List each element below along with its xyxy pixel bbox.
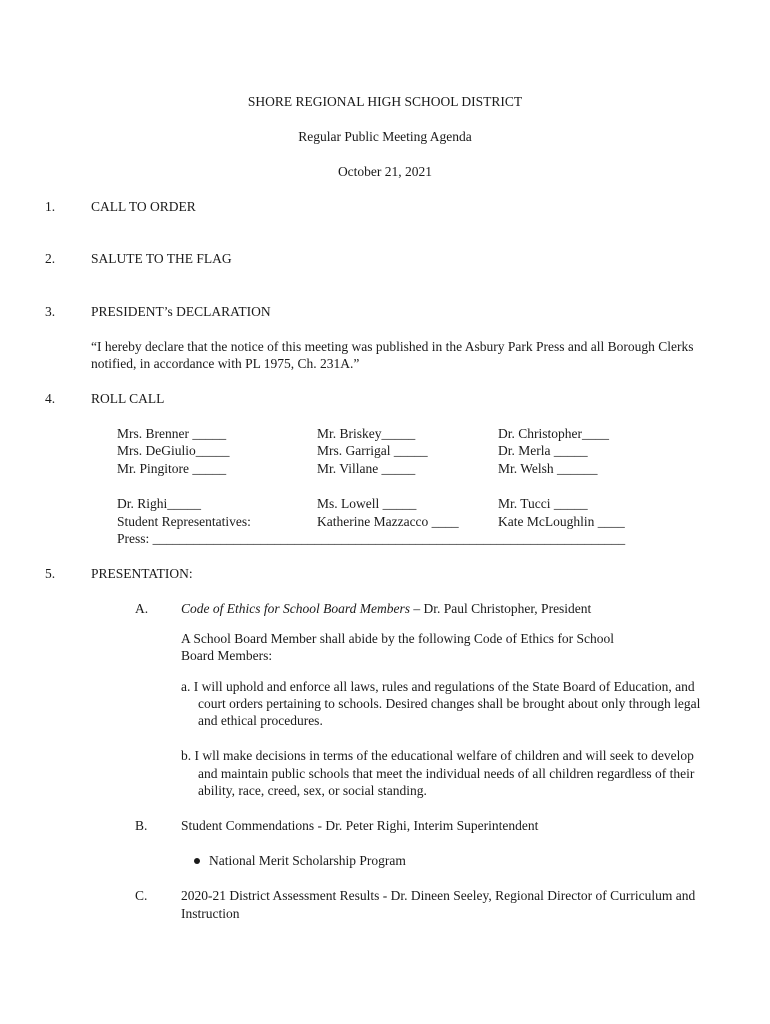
ethics-intro-line-1: A School Board Member shall abide by the following Code of Ethics for School (181, 631, 615, 646)
presentation-c-title-line-2: Instruction (181, 906, 240, 921)
student-representatives-label: Student Representatives: (117, 514, 251, 529)
roll-member: Mr. Tucci _____ (498, 496, 588, 511)
meeting-title: Regular Public Meeting Agenda (298, 129, 472, 144)
meeting-date: October 21, 2021 (337, 164, 433, 179)
declaration-line-1: “I hereby declare that the notice of this meeting was published in the Asbury Park Press and all Borough Clerks (91, 339, 694, 354)
ethics-point-a-line-2: court orders pertaining to schools. Desired changes shall be brought about only through legal (198, 696, 701, 711)
roll-member: Mr. Briskey_____ (317, 426, 416, 441)
item-4-title: ROLL CALL (91, 391, 165, 406)
presentation-c-letter: C. (135, 888, 148, 903)
roll-member: Mrs. Brenner _____ (117, 426, 227, 441)
roll-member: Dr. Merla _____ (498, 443, 588, 458)
item-1-number: 1. (45, 199, 56, 214)
student-representative: Katherine Mazzacco ____ (317, 514, 459, 529)
district-title: SHORE REGIONAL HIGH SCHOOL DISTRICT (247, 94, 523, 109)
presenter: – Dr. Paul Christopher, President (409, 601, 592, 616)
presentation-b-letter: B. (135, 818, 148, 833)
roll-member: Dr. Righi_____ (117, 496, 202, 511)
item-2-title: SALUTE TO THE FLAG (91, 251, 232, 266)
roll-member: Mrs. Garrigal _____ (317, 443, 428, 458)
ethics-point-a-line-1: a. I will uphold and enforce all laws, rules and regulations of the State Board of Education, and (181, 679, 695, 694)
presentation-a-title (181, 601, 591, 617)
item-5-title: PRESENTATION: (91, 566, 193, 581)
roll-member: Mrs. DeGiulio_____ (117, 443, 230, 458)
roll-member: Ms. Lowell _____ (317, 496, 417, 511)
ethics-point-b-line-1: b. I wll make decisions in terms of the educational welfare of children and will seek to develop (181, 748, 694, 763)
ethics-point-b-line-2: and maintain public schools that meet the individual needs of all children regardless of their (198, 766, 695, 781)
presentation-b-title: Student Commendations - Dr. Peter Righi, Interim Superintendent (181, 818, 539, 833)
roll-member: Dr. Christopher____ (498, 426, 609, 441)
code-of-ethics-title: Code of Ethics for School Board Members (181, 601, 410, 616)
item-3-title: PRESIDENT’s DECLARATION (91, 304, 271, 319)
presentation-a-letter: A. (135, 601, 149, 616)
roll-member: Mr. Welsh ______ (498, 461, 598, 476)
press-line: Press: ______________________________________________________________________ (117, 531, 626, 546)
item-2-number: 2. (45, 251, 56, 266)
item-3-number: 3. (45, 304, 56, 319)
declaration-line-2: notified, in accordance with PL 1975, Ch. 231A.” (91, 356, 360, 371)
roll-member: Mr. Villane _____ (317, 461, 416, 476)
bullet-item: National Merit Scholarship Program (209, 853, 406, 868)
roll-member: Mr. Pingitore _____ (117, 461, 227, 476)
bullet-icon (194, 858, 200, 864)
ethics-intro-line-2: Board Members: (181, 648, 273, 663)
ethics-point-a-line-3: and ethical procedures. (198, 713, 323, 728)
presentation-c-title-line-1: 2020-21 District Assessment Results - Dr. Dineen Seeley, Regional Director of Curriculum and (181, 888, 696, 903)
item-4-number: 4. (45, 391, 56, 406)
student-representative: Kate McLoughlin ____ (498, 514, 625, 529)
ethics-point-b-line-3: ability, race, creed, sex, or social standing. (198, 783, 427, 798)
item-5-number: 5. (45, 566, 56, 581)
item-1-title: CALL TO ORDER (91, 199, 196, 214)
